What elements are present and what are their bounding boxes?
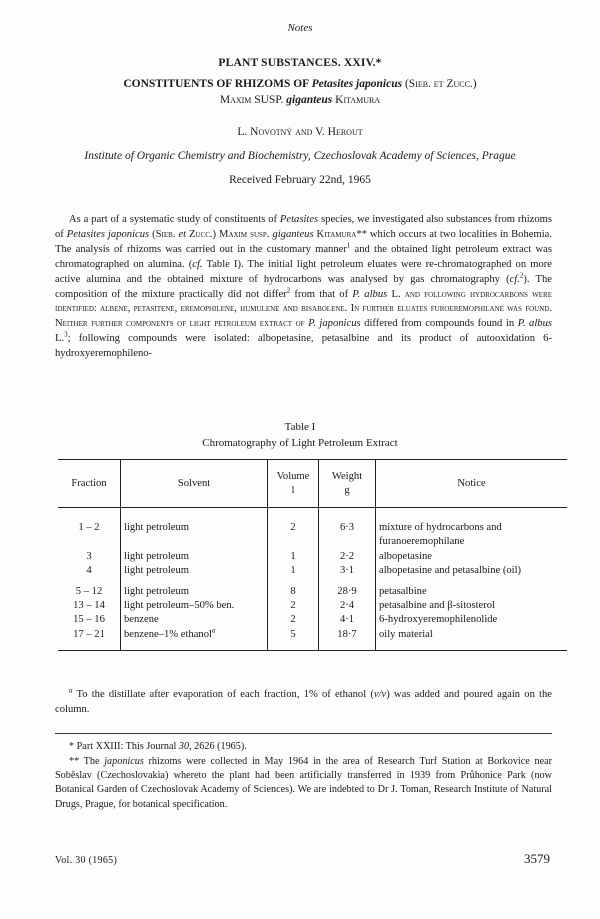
footnote-2: ** The japonicus rhizoms were collected in May 1964 in the area of Research Turf Station at Borkovice near Soběslav (Czechoslovakia) whereto the plant had been artificially transferred in 1939 from Průhonice Park (now Botanical Garden of Czechoslovak Academy of Sciences). We are indebted to Dr J. Toman, Research Institute of Natural Drugs, Prague, for botanical specification. bbox=[55, 756, 553, 810]
header-notice: Notice bbox=[376, 460, 568, 508]
header-fraction: Fraction bbox=[58, 460, 121, 508]
subtitle-authority-maxim: Maxim bbox=[219, 94, 252, 106]
subtitle-variety: giganteus bbox=[286, 94, 333, 106]
table-footnote: $^a$ To the distillate after evaporation of each fraction, 1% of ethanol (v/v) was added and poured again on the column. bbox=[55, 686, 552, 715]
chromatography-table bbox=[58, 459, 567, 651]
table-row: 1 – 2 light petroleum 2 6·3 mixture of hydrocarbons and furanoeremophilane bbox=[58, 521, 567, 550]
table-row: 15 – 16 benzene 2 4·1 6-hydroxyeremophilenolide bbox=[58, 613, 567, 627]
header-weight: Weight g bbox=[319, 460, 376, 508]
page-number: 3579 bbox=[524, 851, 550, 866]
article-title: PLANT SUBSTANCES. XXIV.* bbox=[218, 57, 382, 69]
journal-volume: Vol. 30 (1965) bbox=[55, 855, 118, 866]
table-row: 17 – 21 benzene–1% ethanol$^a$ 5 18·7 oily material bbox=[58, 628, 567, 651]
table-row: 5 – 12 light petroleum 8 28·9 petasalbine bbox=[58, 579, 567, 599]
subtitle-authority: (Sieb. et Zucc.) bbox=[402, 78, 477, 90]
body-paragraph: As a part of a systematic study of constituents of Petasites species, we investigated also substances from rhizoms of Petasites japonicus (Sieb. et Zucc.) Maxim susp. giganteus Kitamura** which occurs at two localities in Bohemia. The analysis of rhizoms was carried out in the customary manner$^1$ and the obtained light petroleum extract was chromatographed on alumina. (cf. Table I). The initial light petroleum eluates were re-chromatographed on more active alumina and the obtained mixture of hydrocarbons was analysed by gas chromatography (cf.$^2$). The composition of the mixture practically did not differ$^2$ from that of P. albus L. and following hydrocarbons were identified: albene, petasitene, eremophilene, humulene and bisabolene. In further eluates furoeremophilane was found. Neither further components of light petroleum extract of P. japonicus differed from compounds found in P. albus L.$^3$; following compounds were isolated: albopetasine, petasalbine and its product of autooxidation 6-hydroxyeremophileno- bbox=[55, 214, 553, 360]
table-row: 13 – 14 light petroleum–50% ben. 2 2·4 petasalbine and β-sitosterol bbox=[58, 599, 567, 613]
subtitle-variety-author: Kitamura bbox=[332, 94, 381, 106]
table-number: Table I bbox=[284, 421, 316, 433]
article-subtitle-line2 bbox=[0, 94, 600, 106]
header-volume: Volume l bbox=[268, 460, 319, 508]
table-title: Chromatography of Light Petroleum Extract bbox=[202, 437, 398, 449]
subtitle-prefix: CONSTITUENTS OF RHIZOMS OF bbox=[123, 78, 312, 90]
running-head: Notes bbox=[287, 22, 313, 34]
article-subtitle bbox=[0, 78, 600, 90]
table-row: 3 light petroleum 1 2·2 albopetasine bbox=[58, 550, 567, 564]
header-solvent: Solvent bbox=[121, 460, 268, 508]
received-date: Received February 22nd, 1965 bbox=[229, 174, 371, 186]
footnote-1: * Part XXIII: This Journal 30, 2626 (1965). bbox=[69, 741, 247, 752]
subtitle-ssp: SUSP. bbox=[251, 94, 287, 106]
institute: Institute of Organic Chemistry and Biochemistry, Czechoslovak Academy of Sciences, Prague bbox=[84, 150, 516, 162]
footnote-divider bbox=[55, 733, 552, 734]
table-header-row bbox=[58, 460, 567, 508]
table-row: 4 light petroleum 1 3·1 albopetasine and petasalbine (oil) bbox=[58, 564, 567, 578]
subtitle-species: Petasites japonicus bbox=[311, 78, 403, 90]
authors: L. Novotný and V. Herout bbox=[237, 126, 363, 138]
